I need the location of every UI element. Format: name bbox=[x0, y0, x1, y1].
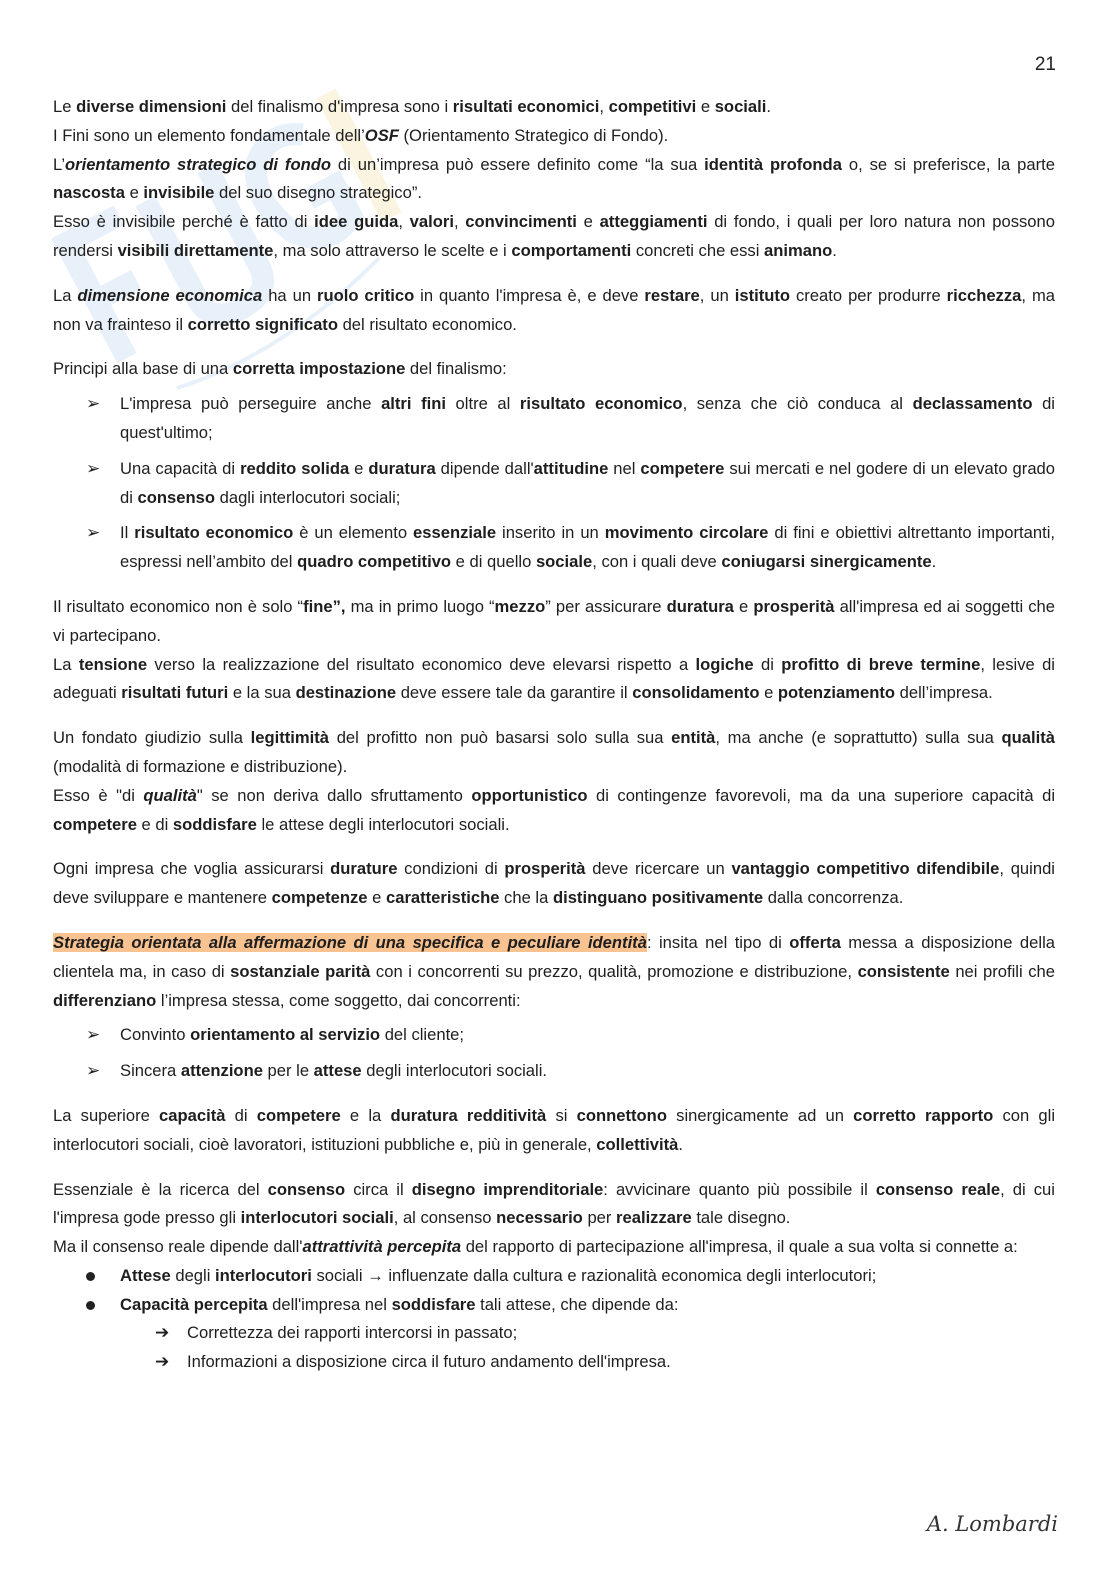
dot-bullet-icon bbox=[86, 1272, 95, 1281]
page-number: 21 bbox=[1034, 54, 1056, 75]
strategia-list bbox=[53, 1021, 1055, 1086]
list-item: ➔ Correttezza dei rapporti intercorsi in passato; bbox=[53, 1319, 1055, 1348]
paragraph-fini: I Fini sono un elemento fondamentale dell’OSF (Orientamento Strategico di Fondo). bbox=[53, 125, 669, 145]
paragraph-qualita: Esso è "di qualità" se non deriva dallo sfruttamento opportunistico di contingenze favorevoli, ma da una superiore capacità di competere e di soddisfare le attese degli interlocutori sociali. bbox=[53, 785, 1056, 834]
paragraph-invisibile: Esso è invisibile perché è fatto di idee guida, valori, convincimenti e atteggiamenti di fondo, i quali per loro natura non possono rendersi visibili direttamente, ma solo attraverso le scelte e i comportamenti concreti che essi animano. bbox=[53, 212, 1055, 260]
paragraph-dimensioni: Le diverse dimensioni del finalismo d'impresa sono i risultati economici, competitivi e sociali. bbox=[53, 97, 771, 116]
list-item: Attese degli interlocutori sociali → influenzate dalla cultura e razionalità economica degli interlocutori; bbox=[53, 1262, 1055, 1291]
arrowhead-bullet-icon: ➢ bbox=[86, 523, 101, 543]
paragraph-tensione: La tensione verso la realizzazione del risultato economico deve elevarsi rispetto a logiche di profitto di breve termine, lesive di adeguati risultati futuri e la sua destinazione deve essere tale da garantire il consolidamento e potenziamento dell’impresa. bbox=[53, 654, 1055, 703]
list-item: ➢ Convinto orientamento al servizio del cliente; bbox=[53, 1021, 1055, 1050]
list-item: ➢ Una capacità di reddito solida e duratura dipende dall'attitudine nel competere sui mercati e nel godere di un elevato grado di consenso dagli interlocutori sociali; bbox=[53, 455, 1055, 513]
right-arrow-icon: ➔ bbox=[155, 1352, 170, 1372]
list-item: ➢ Sincera attenzione per le attese degli interlocutori sociali. bbox=[53, 1057, 1055, 1086]
sub-list bbox=[53, 1319, 1055, 1377]
right-arrow-icon: ➔ bbox=[155, 1323, 170, 1343]
arrowhead-bullet-icon: ➢ bbox=[86, 458, 101, 478]
consenso-list bbox=[53, 1262, 1055, 1320]
paragraph-risultato: Il risultato economico non è solo “fine”, ma in primo luogo “mezzo” per assicurare duratura e prosperità all'impresa ed ai soggetti che vi partecipano. bbox=[53, 596, 1055, 645]
paragraph-strategia: Strategia orientata alla affermazione di una specifica e peculiare identità: insita nel tipo di offerta messa a disposizione della clientela ma, in caso di sostanziale parità con i concorrenti su prezzo, qualità, promozione e distribuzione, consistente nei profili che differenziano l’impresa stessa, come soggetto, dai concorrenti: bbox=[53, 932, 1055, 1010]
arrowhead-bullet-icon: ➢ bbox=[86, 1025, 101, 1045]
list-item: ➢ L'impresa può perseguire anche altri fini oltre al risultato economico, senza che ciò conduca al declassamento di quest'ultimo; bbox=[53, 390, 1055, 448]
paragraph-consenso: Essenziale è la ricerca del consenso circa il disegno imprenditoriale: avvicinare quanto più possibile il consenso reale, di cui l'impresa gode presso gli interlocutori sociali, al consenso necessario per realizzare tale disegno. bbox=[53, 1179, 1055, 1228]
dot-bullet-icon bbox=[86, 1301, 95, 1310]
paragraph-capacita: La superiore capacità di competere e la duratura redditività si connettono sinergicamente ad un corretto rapporto con gli interlocutori sociali, cioè lavoratori, istituzioni pubbliche e, più in generale, collettività. bbox=[53, 1105, 1056, 1154]
author-signature: A. Lombardi bbox=[926, 1512, 1058, 1536]
paragraph-principi: Principi alla base di una corretta impostazione del finalismo: bbox=[53, 359, 507, 379]
arrowhead-bullet-icon: ➢ bbox=[86, 1061, 101, 1081]
list-item: Capacità percepita dell'impresa nel soddisfare tali attese, che dipende da: bbox=[53, 1291, 1055, 1320]
arrowhead-bullet-icon: ➢ bbox=[86, 394, 101, 414]
paragraph-attrattivita: Ma il consenso reale dipende dall'attrattività percepita del rapporto di partecipazione all'impresa, il quale a sua volta si connette a: bbox=[53, 1237, 1018, 1257]
paragraph-vantaggio: Ogni impresa che voglia assicurarsi durature condizioni di prosperità deve ricercare un vantaggio competitivo difendibile, quindi deve sviluppare e mantenere competenze e caratteristiche che la distinguano positivamente dalla concorrenza. bbox=[53, 859, 1055, 908]
list-item: ➔ Informazioni a disposizione circa il futuro andamento dell'impresa. bbox=[53, 1348, 1055, 1377]
principi-list bbox=[53, 390, 1055, 577]
highlighted-strategy: Strategia orientata alla affermazione di una specifica e peculiare identità bbox=[53, 932, 647, 952]
paragraph-orientamento: L’orientamento strategico di fondo di un’impresa può essere definito come “la sua identità profonda o, se si preferisce, la parte nascosta e invisibile del suo disegno strategico”. bbox=[53, 154, 1056, 203]
paragraph-dimensione-economica: La dimensione economica ha un ruolo critico in quanto l'impresa è, e deve restare, un istituto creato per produrre ricchezza, ma non va frainteso il corretto significato del risultato economico. bbox=[53, 285, 1055, 334]
list-item: ➢ Il risultato economico è un elemento essenziale inserito in un movimento circolare di fini e obiettivi altrettanto importanti, espressi nell’ambito del quadro competitivo e di quello sociale, con i quali deve coniugarsi sinergicamente. bbox=[53, 519, 1055, 577]
page-content bbox=[53, 93, 1055, 1377]
paragraph-legittimita: Un fondato giudizio sulla legittimità del profitto non può basarsi solo sulla sua entità, ma anche (e soprattutto) sulla sua qualità (modalità di formazione e distribuzione). bbox=[53, 728, 1055, 776]
